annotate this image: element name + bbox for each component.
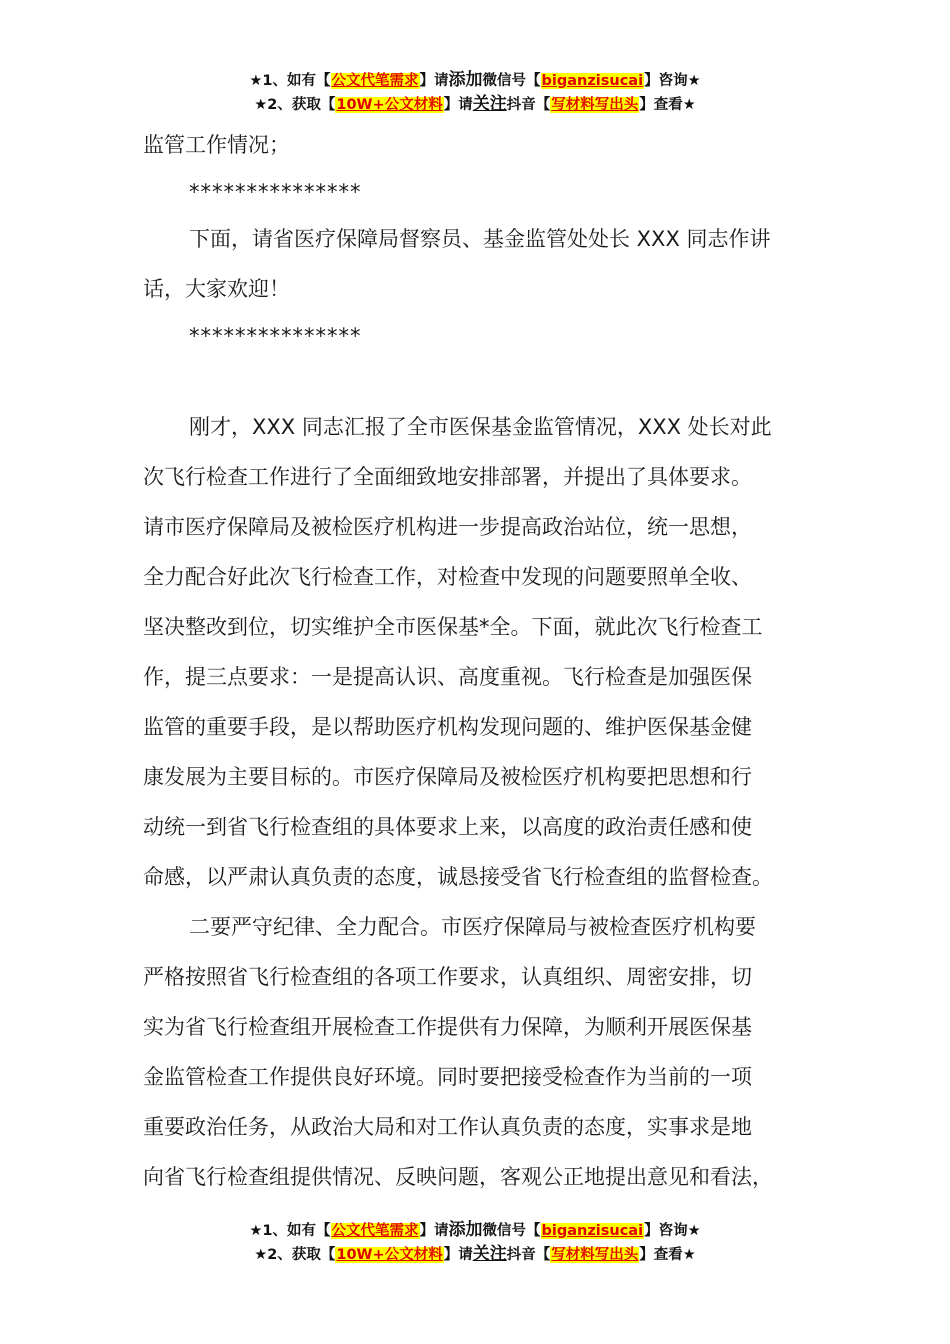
highlight-text: 公文代笔需求 — [331, 73, 419, 89]
header-banner — [0, 68, 950, 116]
emphasis-text: 关注 — [472, 1244, 507, 1264]
text-line: 监管的重要手段，是以帮助医疗机构发现问题的、维护医保基金健 — [143, 715, 752, 739]
banner-line-2 — [0, 92, 950, 116]
banner-line-1 — [0, 1218, 950, 1242]
banner-text: 】咨询★ — [644, 73, 701, 89]
banner-text: 】请 — [443, 97, 473, 113]
text-line: 重要政治任务，从政治大局和对工作认真负责的态度，实事求是地 — [143, 1115, 752, 1139]
banner-text: 】咨询★ — [644, 1223, 701, 1239]
banner-text: ★1、如有【 — [249, 1223, 331, 1239]
text-line: 请市医疗保障局及被检医疗机构进一步提高政治站位，统一思想， — [143, 515, 752, 539]
text-line: 动统一到省飞行检查组的具体要求上来，以高度的政治责任感和使 — [143, 815, 752, 839]
banner-text: 】查看★ — [639, 97, 696, 113]
text-line: 坚决整改到位，切实维护全市医保基*全。下面，就此次飞行检查工 — [143, 615, 763, 639]
banner-text: 微信号【 — [482, 73, 541, 89]
text-line: 作，提三点要求：一是提高认识、高度重视。飞行检查是加强医保 — [143, 665, 752, 689]
emphasis-text: 添加 — [448, 70, 483, 90]
emphasis-text: 添加 — [448, 1220, 483, 1240]
text-line: 金监管检查工作提供良好环境。同时要把接受检查作为当前的一项 — [143, 1065, 752, 1089]
highlight-text: biganzisucai — [541, 73, 644, 89]
text-line: 话，大家欢迎！ — [143, 277, 290, 301]
text-line: 刚才，XXX 同志汇报了全市医保基金监管情况，XXX 处长对此 — [189, 415, 772, 439]
text-line: 向省飞行检查组提供情况、反映问题，客观公正地提出意见和看法， — [143, 1165, 773, 1189]
highlight-text: 公文代笔需求 — [331, 1223, 419, 1239]
text-line: 康发展为主要目标的。市医疗保障局及被检医疗机构要把思想和行 — [143, 765, 752, 789]
highlight-text: 写材料写出头 — [551, 1247, 639, 1263]
banner-text: 微信号【 — [482, 1223, 541, 1239]
highlight-text: 10W+公文材料 — [336, 97, 443, 113]
footer-banner — [0, 1218, 950, 1266]
banner-line-2 — [0, 1242, 950, 1266]
blank-gap — [143, 358, 833, 402]
text-line: 次飞行检查工作进行了全面细致地安排部署，并提出了具体要求。 — [143, 465, 752, 489]
banner-text: 抖音【 — [506, 97, 551, 113]
banner-text: 】请 — [419, 73, 449, 89]
banner-text: ★2、获取【 — [254, 97, 336, 113]
text-line: 严格按照省飞行检查组的各项工作要求，认真组织、周密安排，切 — [143, 965, 752, 989]
text-line: 下面，请省医疗保障局督察员、基金监管处处长 XXX 同志作讲 — [189, 227, 771, 251]
banner-line-1 — [0, 68, 950, 92]
text-line: 实为省飞行检查组开展检查工作提供有力保障，为顺利开展医保基 — [143, 1015, 752, 1039]
emphasis-text: 关注 — [472, 94, 507, 114]
banner-text: ★1、如有【 — [249, 73, 331, 89]
text-line: 命感，以严肃认真负责的态度，诚恳接受省飞行检查组的监督检查。 — [143, 865, 773, 889]
document-body — [143, 120, 833, 1202]
highlight-text: 10W+公文材料 — [336, 1247, 443, 1263]
banner-text: 】查看★ — [639, 1247, 696, 1263]
highlight-text: 写材料写出头 — [551, 97, 639, 113]
banner-text: 】请 — [419, 1223, 449, 1239]
text-line: 二要严守纪律、全力配合。市医疗保障局与被检查医疗机构要 — [189, 915, 756, 939]
text-line: 监管工作情况； — [143, 133, 290, 157]
text-line: 全力配合好此次飞行检查工作，对检查中发现的问题要照单全收、 — [143, 565, 752, 589]
separator-line: *************** — [189, 180, 362, 204]
banner-text: 抖音【 — [506, 1247, 551, 1263]
banner-text: 】请 — [443, 1247, 473, 1263]
highlight-text: biganzisucai — [541, 1223, 644, 1239]
separator-line: *************** — [189, 324, 362, 348]
banner-text: ★2、获取【 — [254, 1247, 336, 1263]
